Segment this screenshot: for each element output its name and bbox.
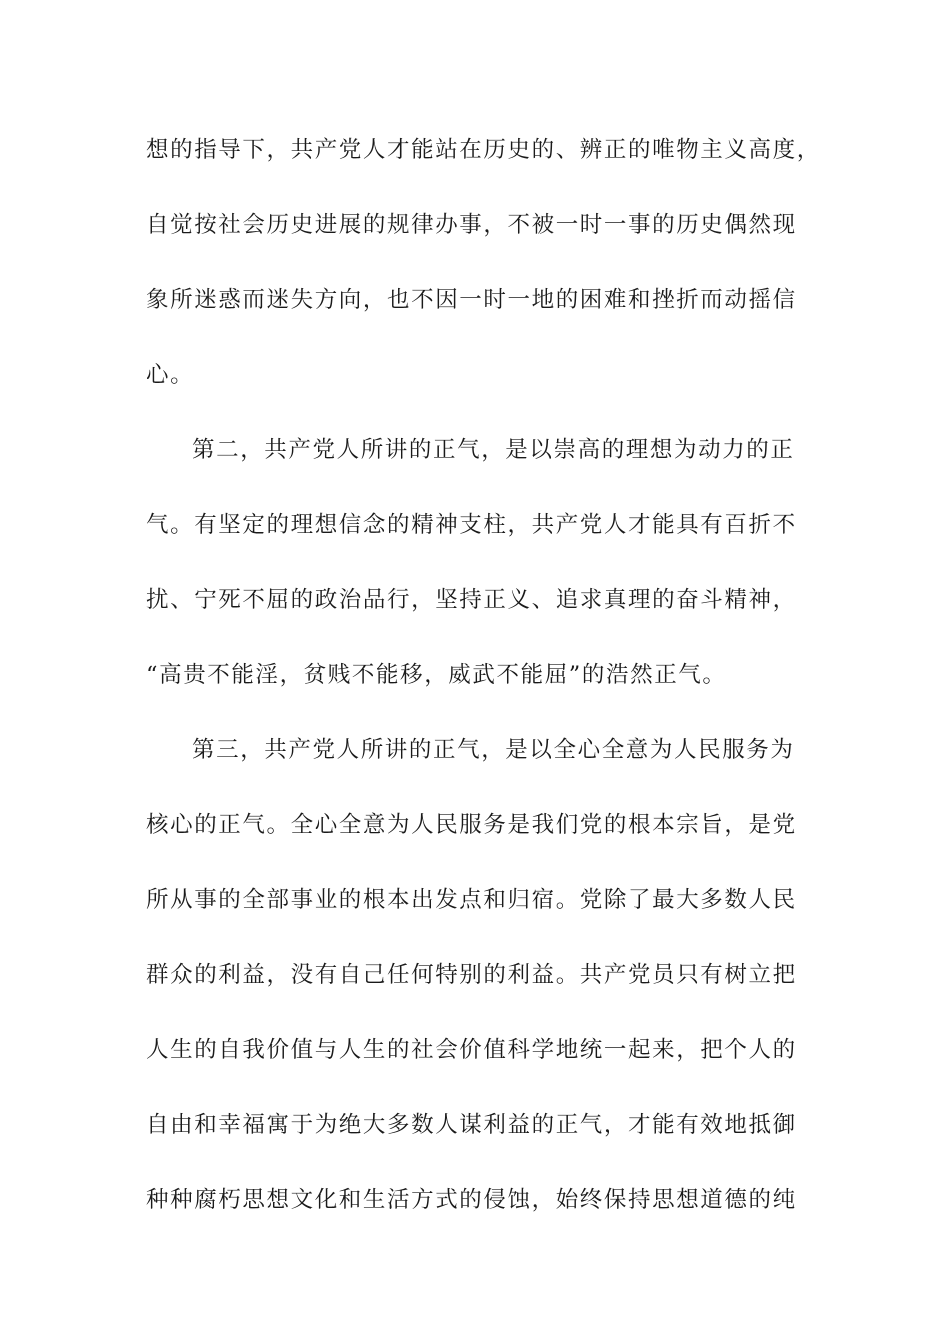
paragraph-start-line: 第三，共产党人所讲的正气，是以全心全意为人民服务为 [192, 737, 795, 763]
text-line: 核心的正气。全心全意为人民服务是我们党的根本宗旨，是党 [146, 812, 797, 838]
text-line: 人生的自我价值与人生的社会价值科学地统一起来，把个人的 [146, 1037, 797, 1063]
text-line: 想的指导下，共产党人才能站在历史的、辨正的唯物主义高度， [146, 137, 821, 163]
text-line: 群众的利益，没有自己任何特别的利益。共产党员只有树立把 [146, 962, 797, 988]
text-line: 种种腐朽思想文化和生活方式的侵蚀，始终保持思想道德的纯 [146, 1187, 797, 1213]
text-line: “高贵不能淫，贫贱不能移，威武不能屈”的浩然正气。 [146, 662, 727, 688]
paragraph-start-line: 第二，共产党人所讲的正气，是以崇高的理想为动力的正 [192, 437, 795, 463]
text-line: 心。 [146, 362, 195, 388]
text-line: 扰、宁死不屈的政治品行，坚持正义、追求真理的奋斗精神， [146, 587, 797, 613]
text-line: 气。有坚定的理想信念的精神支柱，共产党人才能具有百折不 [146, 512, 797, 538]
text-line: 所从事的全部事业的根本出发点和归宿。党除了最大多数人民 [146, 887, 797, 913]
text-line: 自由和幸福寓于为绝大多数人谋利益的正气，才能有效地抵御 [146, 1112, 797, 1138]
text-line: 自觉按社会历史进展的规律办事，不被一时一事的历史偶然现 [146, 212, 797, 238]
text-line: 象所迷惑而迷失方向，也不因一时一地的困难和挫折而动摇信 [146, 287, 797, 313]
